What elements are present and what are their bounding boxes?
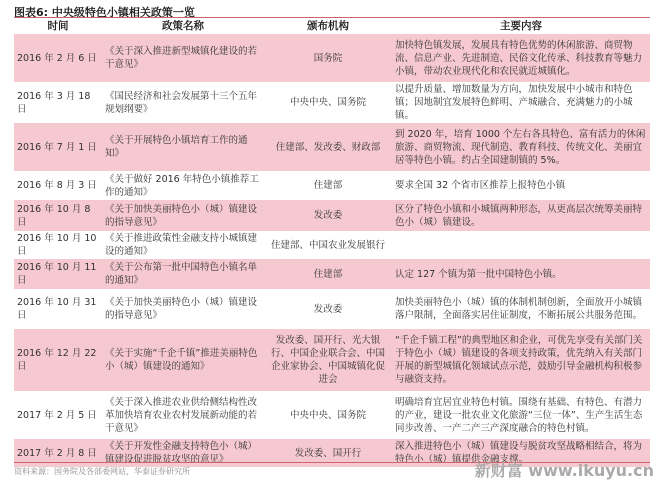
cell-policy-name: 《关于开展特色小镇培育工作的通知》 (102, 123, 264, 172)
cell-content: 要求全国 32 个省市区推荐上报特色小镇 (395, 180, 566, 191)
cell-policy-name: 《国民经济和社会发展第十三个五年规划纲要》 (105, 90, 258, 115)
cell-policy-name: 《关于加快美丽特色小（城）镇建设的指导意见》 (105, 297, 258, 321)
cell-time: 2016 年 8 月 3 日 (17, 180, 97, 191)
cell-time: 2017 年 2 月 5 日 (17, 409, 97, 421)
table-row (14, 123, 650, 172)
cell-policy-name: 《关于推进政策性金融支持小城镇建设的通知》 (105, 233, 258, 257)
cell-org: 中央中央、国务院 (289, 97, 366, 108)
cell-policy-name: 《关于加快美丽特色小（城）镇建设的指导意见》 (102, 200, 264, 232)
table-row (14, 290, 650, 329)
cell-content: 到 2020 年，培育 1000 个左右各具特色、富有活力的休闲旅游、商贸物流、现代制造、教育科技、传统文化、美丽宜居等特色小镇。约占全国建制镇的 5%。 (392, 123, 650, 172)
cell-time: 2016 年 2 月 6 日 (14, 34, 102, 83)
header-time: 时间 (47, 20, 69, 32)
cell-content: 区分了特色小镇和小城镇两种形态，从更高层次统筹美丽特色小（城）镇建设。 (392, 200, 650, 232)
cell-content (392, 232, 650, 259)
cell-org: 发改委 (313, 303, 343, 315)
source-note: 资料来源：国务院及各部委网站，华泰证券研究所 (14, 467, 190, 476)
header-content: 主要内容 (500, 20, 542, 32)
cell-policy-name: 《关于做好 2016 年特色小镇推荐工作的通知》 (105, 173, 259, 198)
cell-time: 2016 年 10 月 11 日 (14, 259, 102, 290)
cell-org: 中央中央、国务院 (289, 409, 366, 421)
cell-time: 2016 年 3 月 18 日 (17, 90, 91, 115)
table-row (14, 329, 650, 392)
cell-content: 加快美丽特色小（城）镇的体制机制创新，全面放开小城镇落户限制，全面落实居住证制度，不断拓展公共服务范围。 (395, 297, 643, 321)
cell-content: 深入推进特色小（城）镇建设与脱贫攻坚战略相结合，将为特色小（城）镇提供金融支撑。 (392, 439, 650, 468)
cell-content: 以提升质量、增加数量为方向，加快发展中小城市和特色镇；因地制宜发展特色鲜明、产城融合、充满魅力的小城镇。 (395, 84, 633, 121)
cell-time: 2016 年 10 月 10 日 (17, 233, 97, 257)
figure-title: 图表6: 中央级特色小镇相关政策一览 (14, 6, 195, 19)
table-header (14, 18, 650, 34)
cell-content: 加快特色镇发展，发展具有特色优势的休闲旅游、商贸物流、信息产业、先进制造、民俗文化传承、科技教育等魅力小镇，带动农业现代化和农民就近城镇化。 (392, 34, 650, 83)
watermark: 新财富 www.ikuyu.cn (474, 461, 654, 480)
header-name: 政策名称 (162, 20, 204, 32)
table-row (14, 83, 650, 123)
cell-org: 住建部 (264, 259, 392, 290)
table-row (14, 34, 650, 83)
cell-org: 住建部、发改委、财政部 (264, 123, 392, 172)
cell-org: 住建部、中国农业发展银行 (270, 239, 385, 251)
cell-time: 2016 年 12 月 22 日 (14, 329, 102, 392)
cell-org: 住建部 (313, 180, 343, 191)
cell-policy-name: 《关于实施“千企千镇”推进美丽特色小（城）镇建设的通知》 (102, 329, 264, 392)
cell-policy-name: 《关于深入推进新型城镇化建设的若干意见》 (102, 34, 264, 83)
table-row (14, 392, 650, 439)
cell-org: 国务院 (264, 34, 392, 83)
cell-time: 2017 年 2 月 8 日 (14, 439, 102, 468)
cell-org: 发改委、国开行 (264, 439, 392, 468)
policy-table (14, 18, 650, 468)
cell-time: 2016 年 7 月 1 日 (14, 123, 102, 172)
header-org: 颁布机构 (307, 20, 349, 32)
cell-policy-name: 《关于公布第一批中国特色小镇名单的通知》 (102, 259, 264, 290)
table-row (14, 172, 650, 200)
table-row (14, 259, 650, 290)
cell-time: 2016 年 10 月 31 日 (17, 297, 97, 321)
cell-content: “千企千镇工程”的典型地区和企业，可优先享受有关部门关于特色小（城）镇建设的各项支持政策，优先纳入有关部门开展的新型城镇化领域试点示范，鼓励引导金融机构积极参与融资支持。 (392, 329, 650, 392)
cell-time: 2016 年 10 月 8 日 (14, 200, 102, 232)
table-row (14, 200, 650, 232)
cell-policy-name: 《关于深入推进农业供给侧结构性改革加快培育农业农村发展新动能的若干意见》 (105, 396, 258, 434)
cell-content: 认定 127 个镇为第一批中国特色小镇。 (392, 259, 650, 290)
cell-org: 发改委 (264, 200, 392, 232)
table-row (14, 232, 650, 259)
cell-org: 发改委、国开行、光大银行、中国企业联合会、中国企业家协会、中国城镇化促进会 (264, 329, 392, 392)
cell-policy-name: 《关于开发性金融支持特色小（城）镇建设促进脱贫攻坚的意见》 (102, 439, 264, 468)
cell-content: 明确培育宜居宜业特色村镇。围绕有基础、有特色、有潜力的产业，建设一批农业文化旅游“三位一体”、生产生活生态同步改善、一产二产三产深度融合的特色村镇。 (395, 396, 643, 434)
